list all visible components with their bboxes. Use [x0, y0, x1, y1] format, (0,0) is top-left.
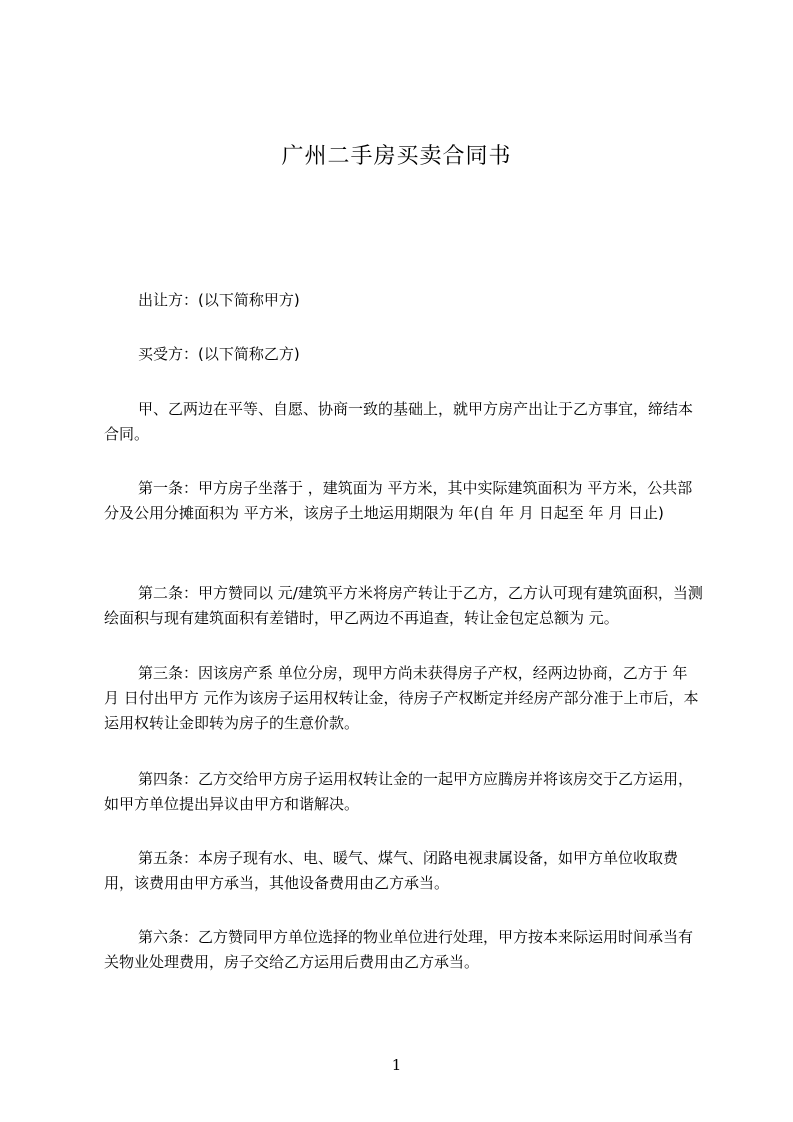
- paragraph-seller: 出让方：(以下简称甲方): [138, 291, 300, 309]
- paragraph-article-1: 第一条：甲方房子坐落于 ，建筑面为 平方米，其中实际建筑面积为 平方米，公共部分及公用分摊面积为 平方米，该房子土地运用期限为 年(自 年 月 日起至 年 月 日止): [104, 479, 693, 522]
- page-number: 1: [391, 1056, 402, 1074]
- paragraph-article-4: 第四条：乙方交给甲方房子运用权转让金的一起甲方应腾房并将该房交于乙方运用，如甲方单位提出异议由甲方和谐解决。: [104, 770, 694, 813]
- paragraph-article-2: 第二条：甲方赞同以 元/建筑平方米将房产转让于乙方，乙方认可现有建筑面积，当测绘面积与现有建筑面积有差错时，甲乙两边不再追查，转让金包定总额为 元。: [104, 584, 703, 627]
- paragraph-article-3: 第三条：因该房产系 单位分房，现甲方尚未获得房子产权，经两边协商，乙方于 年 月 日付出甲方 元作为该房子运用权转让金，待房子产权断定并经房产部分准于上市后，本运用权转让金即转为房子的生意价款。: [104, 664, 699, 732]
- paragraph-article-5: 第五条：本房子现有水、电、暖气、煤气、闭路电视隶属设备，如甲方单位收取费用，该费用由甲方承当，其他设备费用由乙方承当。: [104, 849, 679, 892]
- paragraph-article-6: 第六条：乙方赞同甲方单位选择的物业单位进行处理，甲方按本来际运用时间承当有关物业处理费用，房子交给乙方运用后费用由乙方承当。: [104, 928, 694, 971]
- document-title: 广州二手房买卖合同书: [281, 144, 512, 169]
- paragraph-buyer: 买受方：(以下简称乙方): [138, 345, 300, 363]
- paragraph-preamble: 甲、乙两边在平等、自愿、协商一致的基础上，就甲方房产出让于乙方事宜，缔结本合同。: [104, 400, 694, 443]
